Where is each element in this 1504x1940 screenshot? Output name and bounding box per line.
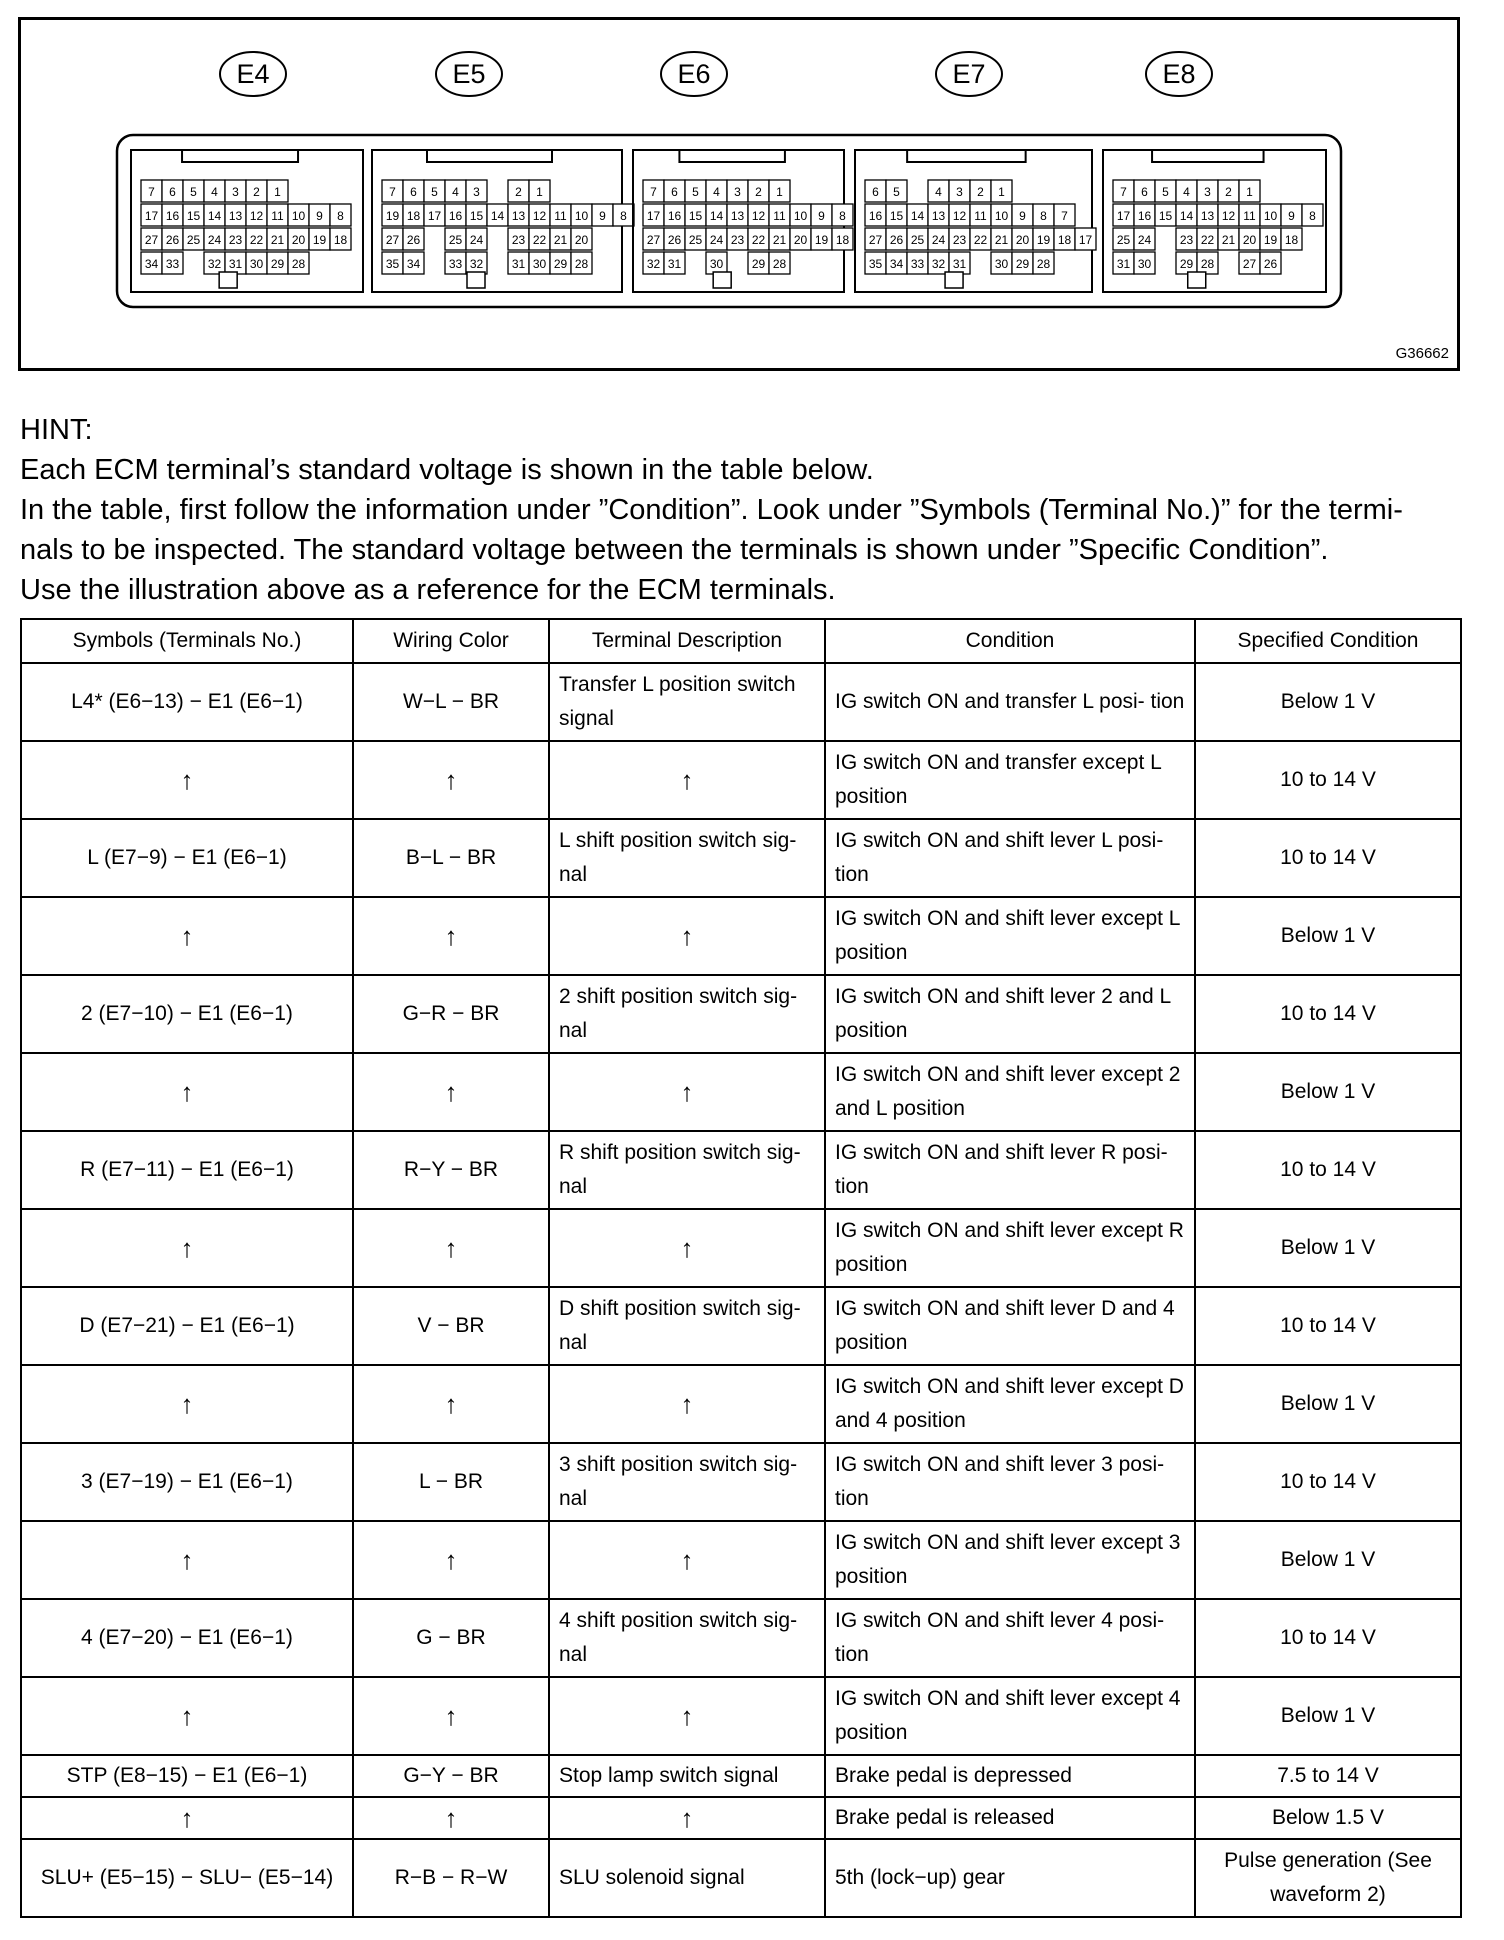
- terminal-number: 26: [165, 233, 180, 247]
- cell-symbols: 2 (E7−10) − E1 (E6−1): [21, 975, 353, 1053]
- table-row: [21, 1755, 1461, 1797]
- cell-wiring-color: ↑: [353, 1209, 549, 1287]
- cell-symbols: ↑: [21, 897, 353, 975]
- terminal-number: 32: [646, 257, 661, 271]
- ecm-connector-diagram: [21, 20, 1457, 368]
- terminal-number: 8: [620, 209, 627, 223]
- terminal-number: 7: [389, 185, 396, 199]
- terminal-number: 21: [270, 233, 285, 247]
- header-specified-condition: Specified Condition: [1195, 619, 1461, 663]
- cell-symbols: L4* (E6−13) − E1 (E6−1): [21, 663, 353, 741]
- cell-wiring-color: L − BR: [353, 1443, 549, 1521]
- terminal-number: 24: [207, 233, 222, 247]
- terminal-number: 2: [977, 185, 984, 199]
- terminal-number: 10: [1263, 209, 1278, 223]
- terminal-number: 6: [410, 185, 417, 199]
- cell-terminal-description: ↑: [549, 1053, 825, 1131]
- cell-terminal-description: ↑: [549, 1677, 825, 1755]
- terminal-number: 27: [1242, 257, 1257, 271]
- terminal-number: 15: [469, 209, 484, 223]
- connector-key: [182, 150, 298, 162]
- header-condition: Condition: [825, 619, 1195, 663]
- cell-wiring-color: B−L − BR: [353, 819, 549, 897]
- terminal-number: 9: [1288, 209, 1295, 223]
- cell-specified-condition: Below 1 V: [1195, 1209, 1461, 1287]
- cell-symbols: ↑: [21, 1053, 353, 1131]
- terminal-number: 13: [511, 209, 526, 223]
- terminal-number: 18: [1284, 233, 1299, 247]
- terminal-number: 33: [165, 257, 180, 271]
- terminal-number: 27: [144, 233, 159, 247]
- cell-symbols: ↑: [21, 1521, 353, 1599]
- cell-condition: IG switch ON and shift lever except 2 and L position: [825, 1053, 1195, 1131]
- cell-terminal-description: ↑: [549, 1365, 825, 1443]
- cell-wiring-color: G − BR: [353, 1599, 549, 1677]
- cell-wiring-color: ↑: [353, 1797, 549, 1839]
- terminal-number: 6: [872, 185, 879, 199]
- cell-wiring-color: G−R − BR: [353, 975, 549, 1053]
- terminal-number: 21: [772, 233, 787, 247]
- terminal-number: 14: [910, 209, 925, 223]
- terminal-number: 25: [448, 233, 463, 247]
- connector-latch: [467, 272, 485, 288]
- terminal-number: 16: [667, 209, 682, 223]
- header-terminal-description: Terminal Description: [549, 619, 825, 663]
- cell-terminal-description: L shift position switch sig- nal: [549, 819, 825, 897]
- cell-symbols: ↑: [21, 1797, 353, 1839]
- terminal-number: 3: [232, 185, 239, 199]
- table-row: [21, 1839, 1461, 1917]
- table-row: [21, 1443, 1461, 1521]
- terminal-number: 23: [952, 233, 967, 247]
- terminal-number: 29: [1179, 257, 1194, 271]
- terminal-number: 21: [1221, 233, 1236, 247]
- terminal-number: 25: [688, 233, 703, 247]
- terminal-number: 16: [448, 209, 463, 223]
- terminal-number: 5: [893, 185, 900, 199]
- terminal-number: 6: [671, 185, 678, 199]
- terminal-number: 22: [1200, 233, 1215, 247]
- terminal-number: 28: [291, 257, 306, 271]
- cell-condition: IG switch ON and shift lever 2 and L position: [825, 975, 1195, 1053]
- header-symbols: Symbols (Terminals No.): [21, 619, 353, 663]
- terminal-number: 26: [1263, 257, 1278, 271]
- table-row: [21, 1131, 1461, 1209]
- cell-symbols: R (E7−11) − E1 (E6−1): [21, 1131, 353, 1209]
- terminal-number: 24: [709, 233, 724, 247]
- terminal-number: 4: [713, 185, 720, 199]
- cell-condition: IG switch ON and shift lever 3 posi- tion: [825, 1443, 1195, 1521]
- terminal-number: 27: [868, 233, 883, 247]
- terminal-number: 30: [532, 257, 547, 271]
- terminal-number: 20: [291, 233, 306, 247]
- cell-wiring-color: ↑: [353, 1521, 549, 1599]
- terminal-number: 18: [406, 209, 421, 223]
- terminal-number: 33: [448, 257, 463, 271]
- terminal-number: 1: [776, 185, 783, 199]
- terminal-number: 19: [312, 233, 327, 247]
- terminal-number: 10: [291, 209, 306, 223]
- cell-wiring-color: R−B − R−W: [353, 1839, 549, 1917]
- terminal-number: 31: [667, 257, 682, 271]
- terminal-number: 25: [1116, 233, 1131, 247]
- table-row: [21, 1797, 1461, 1839]
- cell-wiring-color: ↑: [353, 741, 549, 819]
- terminal-number: 30: [709, 257, 724, 271]
- terminal-number: 28: [574, 257, 589, 271]
- cell-specified-condition: 10 to 14 V: [1195, 819, 1461, 897]
- terminal-number: 29: [553, 257, 568, 271]
- terminal-number: 20: [793, 233, 808, 247]
- cell-specified-condition: Below 1 V: [1195, 1365, 1461, 1443]
- terminal-number: 3: [734, 185, 741, 199]
- cell-terminal-description: R shift position switch sig- nal: [549, 1131, 825, 1209]
- terminal-number: 31: [952, 257, 967, 271]
- terminal-number: 23: [730, 233, 745, 247]
- terminal-number: 14: [207, 209, 222, 223]
- terminal-number: 28: [1200, 257, 1215, 271]
- terminal-number: 14: [490, 209, 505, 223]
- terminal-number: 4: [1183, 185, 1190, 199]
- terminal-number: 8: [1040, 209, 1047, 223]
- table-row: [21, 1677, 1461, 1755]
- terminal-number: 6: [169, 185, 176, 199]
- cell-specified-condition: Below 1.5 V: [1195, 1797, 1461, 1839]
- terminal-number: 2: [1225, 185, 1232, 199]
- cell-specified-condition: 7.5 to 14 V: [1195, 1755, 1461, 1797]
- table-header-row: [21, 619, 1461, 663]
- terminal-number: 5: [190, 185, 197, 199]
- terminal-number: 22: [532, 233, 547, 247]
- terminal-number: 15: [1158, 209, 1173, 223]
- cell-specified-condition: Below 1 V: [1195, 1053, 1461, 1131]
- terminal-number: 23: [228, 233, 243, 247]
- table-row: [21, 663, 1461, 741]
- table-row: [21, 1521, 1461, 1599]
- connector-key: [907, 150, 1026, 162]
- cell-wiring-color: G−Y − BR: [353, 1755, 549, 1797]
- cell-condition: IG switch ON and shift lever except 4 position: [825, 1677, 1195, 1755]
- terminal-number: 29: [751, 257, 766, 271]
- terminal-number: 15: [688, 209, 703, 223]
- terminal-number: 5: [692, 185, 699, 199]
- cell-wiring-color: ↑: [353, 1053, 549, 1131]
- terminal-number: 13: [1200, 209, 1215, 223]
- table-row: [21, 1209, 1461, 1287]
- terminal-number: 3: [1204, 185, 1211, 199]
- cell-condition: IG switch ON and shift lever except D and 4 position: [825, 1365, 1195, 1443]
- cell-symbols: ↑: [21, 1365, 353, 1443]
- cell-terminal-description: 3 shift position switch sig- nal: [549, 1443, 825, 1521]
- cell-terminal-description: D shift position switch sig- nal: [549, 1287, 825, 1365]
- terminal-number: 13: [228, 209, 243, 223]
- terminal-number: 5: [1162, 185, 1169, 199]
- connector-key: [679, 150, 785, 162]
- terminal-number: 27: [385, 233, 400, 247]
- terminal-number: 31: [228, 257, 243, 271]
- terminal-number: 26: [889, 233, 904, 247]
- terminal-number: 31: [1116, 257, 1131, 271]
- cell-symbols: SLU+ (E5−15) − SLU− (E5−14): [21, 1839, 353, 1917]
- terminal-number: 22: [751, 233, 766, 247]
- terminal-number: 7: [1120, 185, 1127, 199]
- terminal-number: 20: [574, 233, 589, 247]
- terminal-number: 14: [709, 209, 724, 223]
- terminal-number: 10: [994, 209, 1009, 223]
- cell-symbols: ↑: [21, 1677, 353, 1755]
- cell-condition: IG switch ON and transfer L posi- tion: [825, 663, 1195, 741]
- terminal-number: 1: [1246, 185, 1253, 199]
- cell-terminal-description: 2 shift position switch sig- nal: [549, 975, 825, 1053]
- terminal-number: 2: [515, 185, 522, 199]
- terminal-number: 4: [935, 185, 942, 199]
- hint-line-2: In the table, first follow the information under ”Condition”. Look under ”Symbols (Terminal No.)” for the termi- nals to be inspected. The standard voltage between the terminals is shown under ”Specific Condition”.: [20, 494, 1403, 566]
- table-row: [21, 1053, 1461, 1131]
- terminal-number: 8: [1309, 209, 1316, 223]
- terminal-number: 27: [646, 233, 661, 247]
- terminal-number: 22: [973, 233, 988, 247]
- terminal-number: 21: [553, 233, 568, 247]
- terminal-number: 34: [889, 257, 904, 271]
- terminal-number: 15: [889, 209, 904, 223]
- cell-symbols: D (E7−21) − E1 (E6−1): [21, 1287, 353, 1365]
- terminal-number: 24: [1137, 233, 1152, 247]
- terminal-number: 18: [1057, 233, 1072, 247]
- terminal-number: 17: [144, 209, 159, 223]
- connector-key: [1152, 150, 1264, 162]
- terminal-number: 1: [274, 185, 281, 199]
- connector-key: [427, 150, 552, 162]
- terminal-number: 26: [667, 233, 682, 247]
- terminal-number: 16: [1137, 209, 1152, 223]
- terminal-number: 11: [1243, 209, 1256, 223]
- terminal-number: 32: [931, 257, 946, 271]
- terminal-number: 25: [186, 233, 201, 247]
- connector-latch: [945, 272, 963, 288]
- terminal-number: 13: [730, 209, 745, 223]
- terminal-number: 2: [755, 185, 762, 199]
- terminal-number: 29: [1015, 257, 1030, 271]
- terminal-number: 24: [931, 233, 946, 247]
- terminal-number: 30: [994, 257, 1009, 271]
- terminal-number: 32: [207, 257, 222, 271]
- terminal-number: 17: [646, 209, 661, 223]
- cell-specified-condition: Below 1 V: [1195, 1677, 1461, 1755]
- cell-condition: IG switch ON and shift lever D and 4 position: [825, 1287, 1195, 1365]
- terminal-number: 6: [1141, 185, 1148, 199]
- cell-condition: IG switch ON and shift lever R posi- tion: [825, 1131, 1195, 1209]
- cell-terminal-description: ↑: [549, 897, 825, 975]
- table-row: [21, 1365, 1461, 1443]
- table-row: [21, 819, 1461, 897]
- terminal-number: 28: [1036, 257, 1051, 271]
- terminal-number: 10: [574, 209, 589, 223]
- table-row: [21, 1599, 1461, 1677]
- terminal-number: 7: [148, 185, 155, 199]
- cell-condition: IG switch ON and shift lever except 3 position: [825, 1521, 1195, 1599]
- terminal-number: 12: [1221, 209, 1236, 223]
- terminal-number: 25: [910, 233, 925, 247]
- terminal-number: 20: [1015, 233, 1030, 247]
- cell-wiring-color: R−Y − BR: [353, 1131, 549, 1209]
- terminal-number: 7: [650, 185, 657, 199]
- cell-wiring-color: V − BR: [353, 1287, 549, 1365]
- terminal-number: 11: [773, 209, 786, 223]
- cell-specified-condition: Below 1 V: [1195, 1521, 1461, 1599]
- cell-terminal-description: SLU solenoid signal: [549, 1839, 825, 1917]
- cell-terminal-description: 4 shift position switch sig- nal: [549, 1599, 825, 1677]
- table-row: [21, 741, 1461, 819]
- terminal-number: 1: [998, 185, 1005, 199]
- terminal-number: 14: [1179, 209, 1194, 223]
- cell-condition: IG switch ON and shift lever except R position: [825, 1209, 1195, 1287]
- terminal-number: 12: [751, 209, 766, 223]
- figure-code: G36662: [1395, 345, 1449, 362]
- terminal-number: 28: [772, 257, 787, 271]
- terminal-number: 16: [165, 209, 180, 223]
- terminal-number: 9: [818, 209, 825, 223]
- terminal-number: 17: [1078, 233, 1093, 247]
- table-row: [21, 975, 1461, 1053]
- cell-condition: 5th (lock−up) gear: [825, 1839, 1195, 1917]
- terminal-number: 17: [1116, 209, 1131, 223]
- terminal-number: 9: [316, 209, 323, 223]
- cell-wiring-color: W−L − BR: [353, 663, 549, 741]
- terminal-number: 30: [1137, 257, 1152, 271]
- cell-terminal-description: ↑: [549, 1797, 825, 1839]
- terminal-number: 31: [511, 257, 526, 271]
- cell-symbols: 4 (E7−20) − E1 (E6−1): [21, 1599, 353, 1677]
- cell-symbols: STP (E8−15) − E1 (E6−1): [21, 1755, 353, 1797]
- terminal-voltage-table: [20, 618, 1462, 1918]
- terminal-number: 15: [186, 209, 201, 223]
- terminal-number: 12: [952, 209, 967, 223]
- terminal-number: 11: [974, 209, 987, 223]
- terminal-number: 19: [1263, 233, 1278, 247]
- terminal-number: 21: [994, 233, 1009, 247]
- cell-specified-condition: 10 to 14 V: [1195, 1131, 1461, 1209]
- terminal-number: 34: [144, 257, 159, 271]
- terminal-number: 9: [1019, 209, 1026, 223]
- terminal-number: 11: [554, 209, 567, 223]
- cell-terminal-description: ↑: [549, 741, 825, 819]
- terminal-number: 12: [532, 209, 547, 223]
- terminal-number: 29: [270, 257, 285, 271]
- ecm-connector-figure: [18, 17, 1460, 371]
- table-row: [21, 1287, 1461, 1365]
- terminal-number: 19: [385, 209, 400, 223]
- terminal-number: 24: [469, 233, 484, 247]
- hint-title: HINT:: [20, 414, 93, 446]
- terminal-number: 9: [599, 209, 606, 223]
- terminal-number: 1: [536, 185, 543, 199]
- terminal-number: 16: [868, 209, 883, 223]
- terminal-number: 10: [793, 209, 808, 223]
- connector-label: E7: [952, 59, 986, 89]
- connector-latch: [1188, 272, 1206, 288]
- terminal-number: 4: [452, 185, 459, 199]
- terminal-number: 33: [910, 257, 925, 271]
- terminal-number: 30: [249, 257, 264, 271]
- table-row: [21, 897, 1461, 975]
- cell-condition: IG switch ON and transfer except L position: [825, 741, 1195, 819]
- terminal-number: 19: [814, 233, 829, 247]
- hint-section: [20, 410, 1460, 610]
- terminal-number: 17: [427, 209, 442, 223]
- terminal-number: 11: [271, 209, 284, 223]
- cell-specified-condition: 10 to 14 V: [1195, 1443, 1461, 1521]
- terminal-number: 7: [1061, 209, 1068, 223]
- hint-line-3: Use the illustration above as a reference for the ECM terminals.: [20, 574, 836, 606]
- cell-condition: IG switch ON and shift lever L posi- tion: [825, 819, 1195, 897]
- terminal-number: 35: [868, 257, 883, 271]
- terminal-number: 5: [431, 185, 438, 199]
- terminal-number: 20: [1242, 233, 1257, 247]
- terminal-number: 2: [253, 185, 260, 199]
- connector-label: E5: [452, 59, 486, 89]
- terminal-number: 35: [385, 257, 400, 271]
- terminal-number: 32: [469, 257, 484, 271]
- terminal-number: 12: [249, 209, 264, 223]
- cell-terminal-description: ↑: [549, 1209, 825, 1287]
- cell-specified-condition: 10 to 14 V: [1195, 1599, 1461, 1677]
- terminal-number: 13: [931, 209, 946, 223]
- connector-latch: [219, 272, 237, 288]
- connector-label: E8: [1162, 59, 1196, 89]
- cell-specified-condition: Pulse generation (See waveform 2): [1195, 1839, 1461, 1917]
- cell-condition: IG switch ON and shift lever except L position: [825, 897, 1195, 975]
- terminal-number: 4: [211, 185, 218, 199]
- terminal-number: 8: [337, 209, 344, 223]
- cell-specified-condition: Below 1 V: [1195, 663, 1461, 741]
- cell-terminal-description: Stop lamp switch signal: [549, 1755, 825, 1797]
- terminal-number: 34: [406, 257, 421, 271]
- terminal-number: 23: [511, 233, 526, 247]
- cell-condition: Brake pedal is released: [825, 1797, 1195, 1839]
- terminal-number: 3: [956, 185, 963, 199]
- terminal-number: 18: [333, 233, 348, 247]
- terminal-number: 3: [473, 185, 480, 199]
- cell-specified-condition: Below 1 V: [1195, 897, 1461, 975]
- terminal-number: 8: [839, 209, 846, 223]
- terminal-number: 18: [835, 233, 850, 247]
- cell-wiring-color: ↑: [353, 1365, 549, 1443]
- cell-specified-condition: 10 to 14 V: [1195, 741, 1461, 819]
- cell-wiring-color: ↑: [353, 897, 549, 975]
- terminal-number: 23: [1179, 233, 1194, 247]
- cell-symbols: ↑: [21, 1209, 353, 1287]
- cell-symbols: 3 (E7−19) − E1 (E6−1): [21, 1443, 353, 1521]
- terminal-number: 26: [406, 233, 421, 247]
- terminal-number: 22: [249, 233, 264, 247]
- cell-specified-condition: 10 to 14 V: [1195, 1287, 1461, 1365]
- cell-condition: Brake pedal is depressed: [825, 1755, 1195, 1797]
- cell-terminal-description: ↑: [549, 1521, 825, 1599]
- connector-label: E6: [677, 59, 711, 89]
- cell-symbols: L (E7−9) − E1 (E6−1): [21, 819, 353, 897]
- header-wiring-color: Wiring Color: [353, 619, 549, 663]
- cell-wiring-color: ↑: [353, 1677, 549, 1755]
- terminal-number: 19: [1036, 233, 1051, 247]
- cell-specified-condition: 10 to 14 V: [1195, 975, 1461, 1053]
- connector-label: E4: [236, 59, 270, 89]
- hint-line-1: Each ECM terminal’s standard voltage is shown in the table below.: [20, 454, 874, 486]
- connector-latch: [713, 272, 731, 288]
- cell-symbols: ↑: [21, 741, 353, 819]
- cell-condition: IG switch ON and shift lever 4 posi- tion: [825, 1599, 1195, 1677]
- cell-terminal-description: Transfer L position switch signal: [549, 663, 825, 741]
